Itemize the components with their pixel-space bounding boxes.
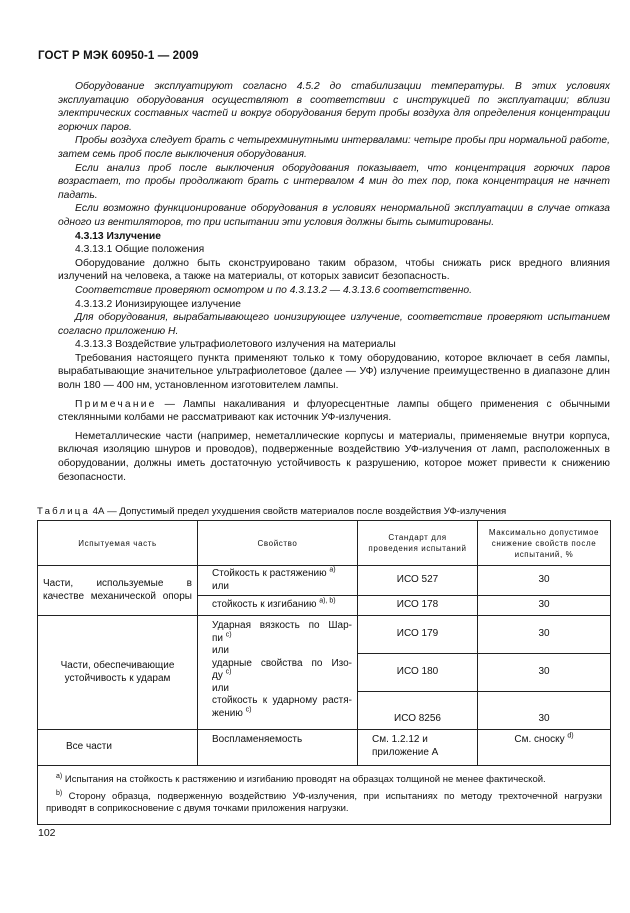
test-part-cell: Части, используемые в качестве механической опоры [38,566,198,616]
document-header: ГОСТ Р МЭК 60950-1 — 2009 [38,50,199,62]
note-label: Примечание [75,398,157,410]
table-row [38,566,611,596]
subsection-heading: 4.3.13.3 Воздействие ультрафиолетового излучения на материалы [75,339,396,351]
max-reduction-cell: 30 [478,566,611,596]
uv-degradation-table [37,520,611,825]
paragraph: Неметаллические части (например, неметаллические корпусы и материалы, применяемые внутри корпуса, включая изоляцию шнуров и проводов), подверженные воздействию УФ-излучения от ламп, расположенных в оборудовании, должны иметь достаточную устойчивость к разрушению, которое может привести к снижению безопасности. [58,430,610,483]
standard-cell: ИСО 8256 [358,692,478,730]
table-caption-label: Таблица [37,506,91,517]
paragraph: Для оборудования, вырабатывающего ионизирующее излучение, соответствие проверяют испытанием согласно приложению Н. [58,312,610,337]
footnote: $^{b)}$ Сторону образца, подверженную воздействию УФ-излучения, при испытаниях по методу трехточечной нагрузки приводят в соприкосновение с двумя точками приложения нагрузки. [46,789,602,814]
paragraph: Оборудование эксплуатируют согласно 4.5.2 до стабилизации температуры. В этих условиях эксплуатацию оборудования осуществляют в соответствии с инструкцией по эксплуатации; вблизи электрических составных частей и вокруг оборудования берут пробы воздуха для определения концентрации горючих паров. [58,81,610,133]
paragraph: Оборудование должно быть сконструировано таким образом, чтобы снижать риск вредного влияния излучений на человека, а также на материалы, от которых зависит безопасность. [58,257,610,283]
standard-cell: ИСО 178 [358,596,478,616]
test-part-cell: Части, обеспечивающие устойчивость к ударам [38,616,198,730]
column-header: Стандарт для проведения испытаний [358,521,478,566]
subsection-heading: 4.3.13.2 Ионизирующее излучение [75,298,242,310]
footnote: $^{a)}$ Испытания на стойкость к растяжению и изгибанию проводят на образцах толщиной не менее фактической. [56,772,546,785]
footnotes-row [38,766,611,825]
table-row [38,730,611,766]
note-text: — Лампы накаливания и флуоресцентные лампы общего применения с обычными стеклянными колбами не рассматривают как источник УФ-излучения. [58,398,610,424]
property-cell: стойкость к изгибанию $^{a), b)}$ [198,596,358,616]
test-part-cell: Все части [38,730,198,766]
paragraph: Соответствие проверяют осмотром и по 4.3.13.2 — 4.3.13.6 соответственно. [75,284,472,296]
table-footnotes [38,766,611,825]
max-reduction-cell: 30 [478,654,611,692]
subsection-heading: 4.3.13.1 Общие положения [75,244,205,256]
max-reduction-cell: См. сноску $^{d)}$ [478,730,611,766]
page-number: 102 [38,827,56,839]
table-header-row [38,521,611,566]
column-header: Свойство [198,521,358,566]
paragraph: Если возможно функционирование оборудования в условиях ненормальной эксплуатации в случае отказа одного из вентиляторов, то при испытании эти условия должны быть сымитированы. [58,203,610,228]
max-reduction-cell: 30 [478,616,611,654]
property-cell: Стойкость к растяжению $^{a)}$ или [198,566,358,596]
property-cell: Воспламеняемость [198,730,358,766]
standard-cell: См. 1.2.12 и приложение А [358,730,478,766]
section-heading: 4.3.13 Излучение [75,230,161,242]
paragraph: Пробы воздуха следует брать с четырехминутными интервалами: четыре пробы при нормальной работе, затем семь проб после выключения оборудования. [58,135,610,160]
max-reduction-cell: 30 [478,596,611,616]
standard-cell: ИСО 180 [358,654,478,692]
max-reduction-cell: 30 [478,692,611,730]
table-row [38,616,611,654]
standard-cell: ИСО 179 [358,616,478,654]
standard-cell: ИСО 527 [358,566,478,596]
column-header: Испытуемая часть [38,521,198,566]
table-caption [37,506,506,517]
paragraph: Если анализ проб после выключения оборудования показывает, что концентрация горючих паров возрастает, то пробы продолжают брать с интервалом 4 мин до тех пор, пока концентрация не начнет падать. [58,162,610,201]
table-caption-text: 4А — Допустимый предел ухудшения свойств материалов после воздействия УФ-излучения [90,506,507,517]
note [58,398,610,425]
paragraph: Требования настоящего пункта применяют только к тому оборудованию, которое включает в себя лампы, вырабатывающие значительное ультрафиолетовое (далее — УФ) излучение преимущественно в диапазоне длин волн 180 — 400 нм, установленном изготовителем лампы. [58,352,610,392]
document-body [58,80,610,484]
column-header: Максимально допустимое снижение свойств после испытаний, % [478,521,611,566]
property-cell: Ударная вязкость по Шар- пи $^{c)}$ или ударные свойства по Изо- ду $^{c)}$ или стойкость к ударному растя- жению $^{c)}$ [198,616,358,730]
